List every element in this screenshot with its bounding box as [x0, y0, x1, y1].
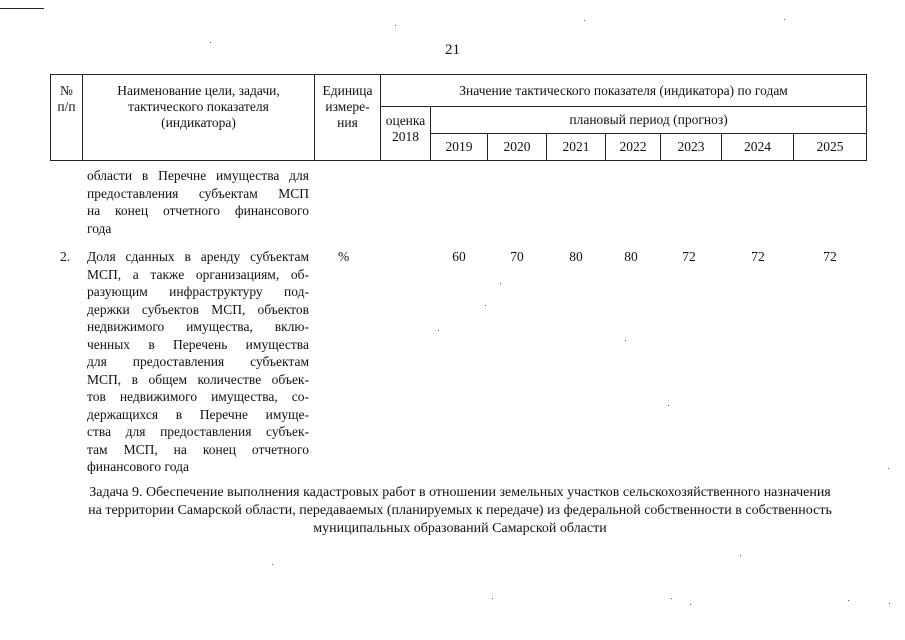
row-number: 2.: [60, 249, 71, 264]
year-header: 2023: [661, 134, 722, 161]
values-group-header: Значение тактического показателя (индикатора) по годам: [381, 75, 867, 107]
year-header: 2021: [547, 134, 606, 161]
value-2021: 80: [569, 249, 583, 264]
page-number: 21: [445, 42, 460, 58]
value-2022: 80: [624, 249, 638, 264]
name-column-header: Наименование цели, задачи, тактического показателя (индикатора): [83, 75, 315, 161]
indicator-name: Доля сданных в аренду субъектам МСП, а также организациям, об- разующим инфраструктуру под- держки субъектов МСП, объектов недвижимого имущества, вклю- ченных в Перечень имущества для предоставления субъектам МСП, в общем количестве объек- тов недвижимого имущества, со- держащихся в Перечне имуще- ства для предоставления субъек- там МСП, на конец отчетного финансового года: [87, 249, 309, 474]
value-2023: 72: [682, 249, 696, 264]
task-heading: Задача 9. Обеспечение выполнения кадастровых работ в отношении земельных участков сельскохозяйственного назначения на территории Самарской области, передаваемых (планируемых к передаче) из федеральной собственности в собственность муниципальных образований Самарской области: [88, 485, 832, 536]
unit-column-header: Единица измере- ния: [315, 75, 381, 161]
estimate-column-header: оценка 2018: [381, 107, 431, 161]
number-column-header: № п/п: [51, 75, 83, 161]
year-header: 2022: [606, 134, 661, 161]
year-header: 2020: [488, 134, 547, 161]
corner-rule: [0, 8, 44, 9]
value-2020: 70: [510, 249, 524, 264]
year-header: 2025: [794, 134, 867, 161]
year-header: 2024: [722, 134, 794, 161]
indicator-table-header: [50, 74, 867, 161]
planned-period-header: плановый период (прогноз): [431, 107, 867, 134]
value-2024: 72: [751, 249, 765, 264]
value-2019: 60: [452, 249, 466, 264]
indicator-unit: %: [338, 249, 350, 264]
continued-indicator-text: области в Перечне имущества для предоставления субъектам МСП на конец отчетного финансового года: [87, 168, 309, 236]
year-header: 2019: [431, 134, 488, 161]
value-2025: 72: [823, 249, 837, 264]
